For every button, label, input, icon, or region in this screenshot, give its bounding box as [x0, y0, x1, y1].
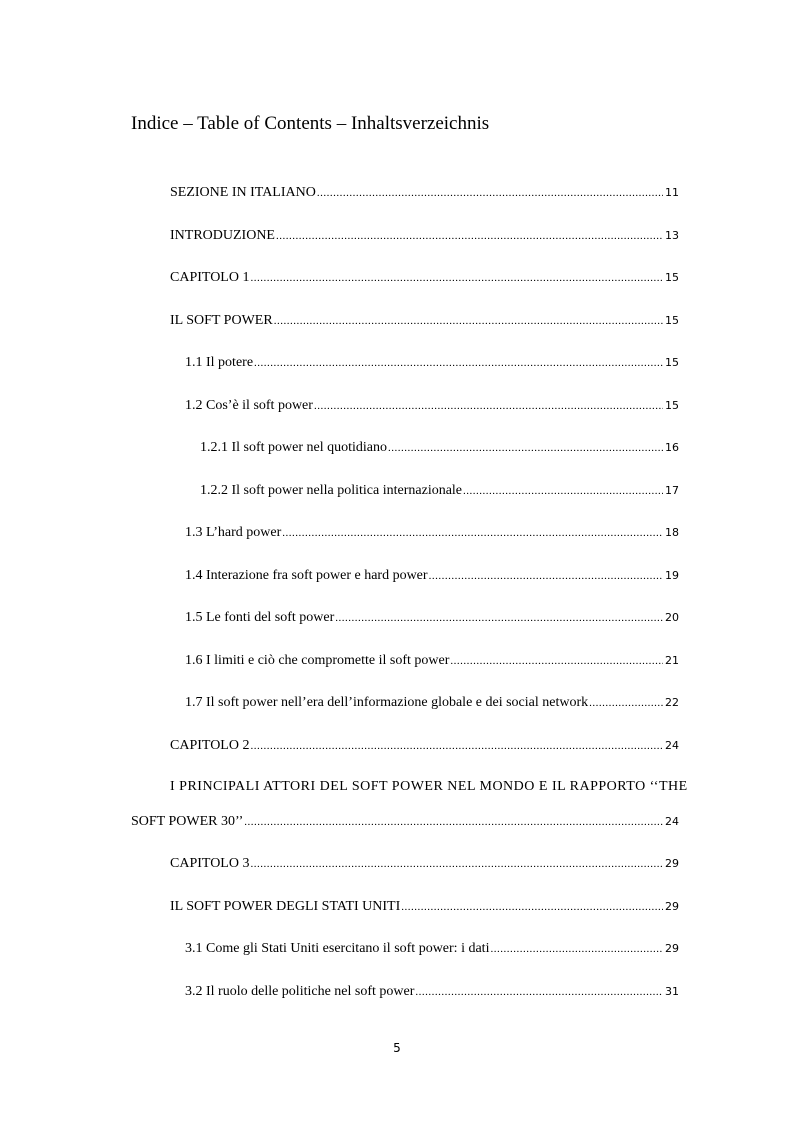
dot-leader: [244, 813, 663, 831]
dot-leader: [250, 855, 663, 873]
toc-entry-page: 24: [665, 739, 679, 752]
toc-entry-page: 24: [665, 815, 679, 828]
dot-leader: [463, 482, 663, 500]
toc-entry-1-2-1[interactable]: [200, 439, 679, 457]
dot-leader: [254, 354, 663, 372]
toc-entry-label: 1.2 Cos’è il soft power: [185, 398, 313, 413]
toc-entry-page: 11: [665, 186, 679, 199]
dot-leader: [589, 694, 663, 712]
toc-entry-page: 19: [665, 569, 679, 582]
dot-leader: [276, 227, 663, 245]
toc-entry-page: 15: [665, 399, 679, 412]
toc-entry-1-7[interactable]: [185, 694, 679, 712]
toc-entry-1-6[interactable]: [185, 652, 679, 670]
toc-entry-label: INTRODUZIONE: [170, 228, 275, 243]
toc-entry-label: SOFT POWER 30’’: [131, 814, 244, 829]
toc-entry-label: IL SOFT POWER: [170, 313, 273, 328]
toc-entry-sezione-in-italiano[interactable]: [170, 184, 679, 202]
toc-entry-il-soft-power[interactable]: [170, 312, 679, 330]
dot-leader: [429, 567, 663, 585]
toc-entry-1-3[interactable]: [185, 524, 679, 542]
toc-entry-capitolo-3[interactable]: [170, 855, 679, 873]
toc-entry-page: 22: [665, 696, 679, 709]
toc-entry-label: 1.2.1 Il soft power nel quotidiano: [200, 440, 388, 455]
toc-entry-label: 1.6 I limiti e ciò che compromette il soft power: [185, 653, 450, 668]
toc-entry-label: CAPITOLO 3: [170, 856, 250, 871]
dot-leader: [401, 898, 663, 916]
toc-entry-page: 29: [665, 900, 679, 913]
page-number: 5: [393, 1041, 401, 1055]
toc-entry-introduzione[interactable]: [170, 227, 679, 245]
toc-entry-principali-attori[interactable]: [131, 813, 679, 831]
toc-entry-label: SEZIONE IN ITALIANO: [170, 185, 316, 200]
toc-entry-page: 31: [665, 985, 679, 998]
dot-leader: [274, 312, 663, 330]
toc-entry-1-2-2[interactable]: [200, 482, 679, 500]
dot-leader: [415, 983, 663, 1001]
toc-entry-principali-attori-line1[interactable]: I PRINCIPALI ATTORI DEL SOFT POWER NEL MONDO E IL RAPPORTO ‘‘THE: [170, 779, 688, 794]
toc-entry-page: 15: [665, 271, 679, 284]
toc-entry-label: IL SOFT POWER DEGLI STATI UNITI: [170, 899, 401, 914]
toc-entry-1-1[interactable]: [185, 354, 679, 372]
toc-entry-label: 1.2.2 Il soft power nella politica internazionale: [200, 483, 463, 498]
toc-entry-label: 3.2 Il ruolo delle politiche nel soft power: [185, 984, 415, 999]
dot-leader: [388, 439, 663, 457]
toc-entry-page: 18: [665, 526, 679, 539]
dot-leader: [490, 940, 663, 958]
toc-entry-label: 1.1 Il potere: [185, 355, 254, 370]
toc-entry-label: 1.7 Il soft power nell’era dell’informazione globale e dei social network: [185, 695, 589, 710]
toc-entry-1-5[interactable]: [185, 609, 679, 627]
dot-leader: [450, 652, 663, 670]
toc-entry-label: 1.3 L’hard power: [185, 525, 282, 540]
dot-leader: [314, 397, 663, 415]
dot-leader: [317, 184, 663, 202]
toc-entry-3-1[interactable]: [185, 940, 679, 958]
page-title: Indice – Table of Contents – Inhaltsverzeichnis: [131, 113, 490, 134]
dot-leader: [335, 609, 663, 627]
toc-entry-page: 13: [665, 229, 679, 242]
toc-entry-page: 16: [665, 441, 679, 454]
toc-entry-page: 20: [665, 611, 679, 624]
toc-entry-capitolo-1[interactable]: [170, 269, 679, 287]
toc-entry-capitolo-2[interactable]: [170, 737, 679, 755]
toc-entry-page: 17: [665, 484, 679, 497]
dot-leader: [250, 269, 663, 287]
toc-entry-label: 1.5 Le fonti del soft power: [185, 610, 335, 625]
toc-entry-3-2[interactable]: [185, 983, 679, 1001]
toc-entry-page: 21: [665, 654, 679, 667]
toc-entry-1-4[interactable]: [185, 567, 679, 585]
toc-entry-page: 29: [665, 857, 679, 870]
dot-leader: [282, 524, 663, 542]
dot-leader: [250, 737, 663, 755]
toc-entry-page: 29: [665, 942, 679, 955]
toc-entry-label: CAPITOLO 1: [170, 270, 250, 285]
toc-entry-1-2[interactable]: [185, 397, 679, 415]
toc-entry-page: 15: [665, 314, 679, 327]
toc-entry-soft-power-stati-uniti[interactable]: [170, 898, 679, 916]
toc-entry-label: CAPITOLO 2: [170, 738, 250, 753]
toc-entry-label: 3.1 Come gli Stati Uniti esercitano il soft power: i dati: [185, 941, 490, 956]
toc-entry-page: 15: [665, 356, 679, 369]
toc-entry-label: 1.4 Interazione fra soft power e hard power: [185, 568, 428, 583]
